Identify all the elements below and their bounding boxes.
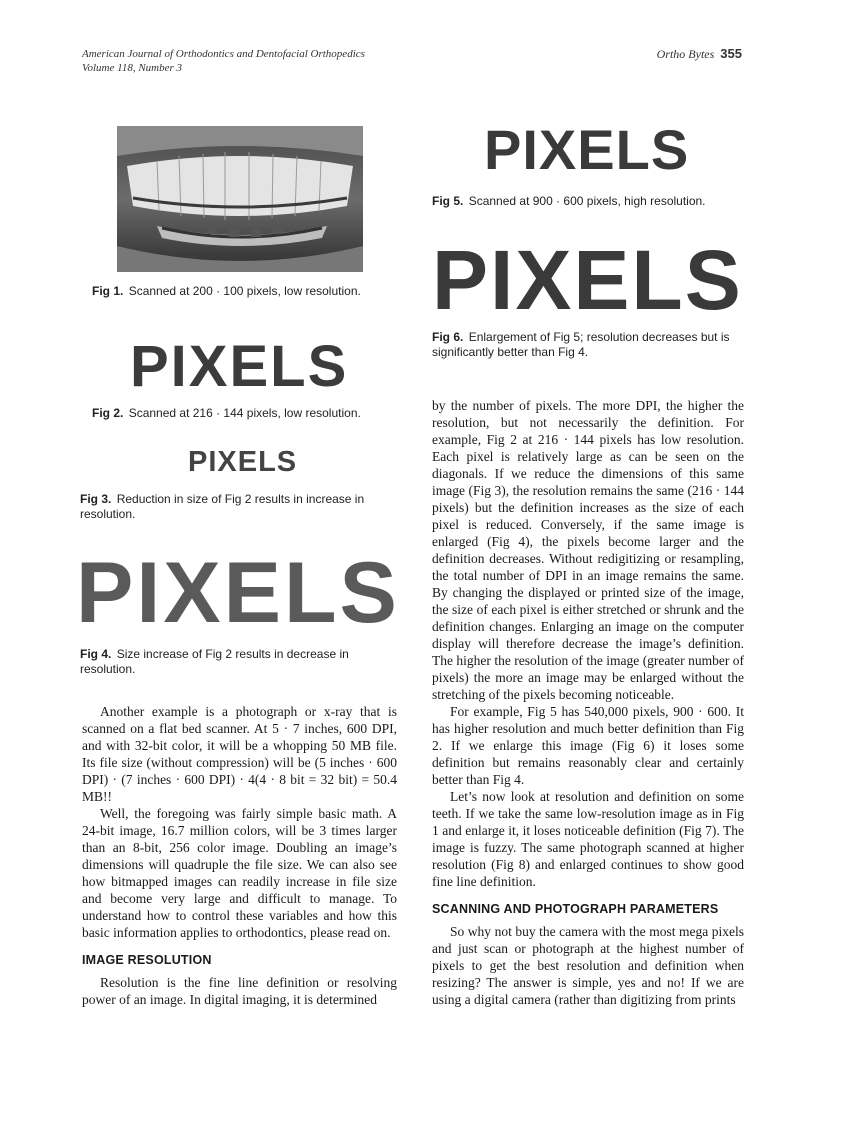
journal-volume: Volume 118, Number 3 — [82, 62, 183, 74]
fig1-label: Fig 1. — [92, 284, 124, 298]
fig5-pixels-image: PIXELS — [484, 118, 690, 181]
running-header-journal — [82, 47, 365, 75]
fig1-caption — [92, 284, 392, 299]
paragraph: Another example is a photograph or x-ray that is scanned on a flat bed scanner. At 5 · 7 inches, 600 DPI, and with 32-bit color, it will be a whopping 50 MB file. Its file size (without compression) will be (5 inches · 600 DPI) · (7 inches · 600 DPI) · 4(4 · 8 bit = 32 bit) = 50.4 MB!! — [82, 704, 397, 804]
section-heading-scanning-parameters: SCANNING AND PHOTOGRAPH PARAMETERS — [432, 902, 719, 916]
fig1-caption-text: Scanned at 200 · 100 pixels, low resolution. — [128, 284, 361, 298]
fig3-label: Fig 3. — [80, 492, 112, 506]
fig6-caption-text: Enlargement of Fig 5; resolution decreases but is significantly better than Fig 4. — [432, 330, 730, 359]
page-number: 355 — [720, 46, 742, 61]
section-name: Ortho Bytes — [656, 47, 715, 61]
paragraph: So why not buy the camera with the most mega pixels and just scan or photograph at the highest number of pixels to get the best resolution and definition when resizing? The answer is simple, yes and no! If we are using a digital camera (rather than digitizing from prints — [432, 924, 744, 1007]
fig3-caption-text: Reduction in size of Fig 2 results in increase in resolution. — [80, 492, 365, 521]
right-body-column-cont — [432, 923, 744, 1008]
fig6-label: Fig 6. — [432, 330, 464, 344]
fig2-pixels-image: PIXELS — [130, 334, 349, 399]
paragraph: by the number of pixels. The more DPI, the higher the resolution, but not necessarily the definition. For example, Fig 2 at 216 · 144 pixels has low resolution. Each pixel is relatively large as can be seen on the diagonals. If we reduce the dimensions of this same image (Fig 3), the resolution remains the same (216 · 144 pixels) but the definition increases as the size of each pixel is reduced. Conversely, if the same image is enlarged (Fig 4), the pixels become larger and the definition decreases. Without redigitizing or resampling, the total number of DPI in an image remains the same. By changing the displayed or printed size of the image, the size of each pixel is either stretched or shrunk and the definition changes. Enlarging an image on the computer display will therefore decrease the image’s definition. The higher the resolution of the image (greater number of pixels) the more an image may be enlarged without the stretching of the pixels becoming noticeable. — [432, 398, 744, 702]
fig4-caption-text: Size increase of Fig 2 results in decrease in resolution. — [80, 647, 349, 676]
fig4-caption — [80, 647, 398, 677]
fig1-teeth-photo — [117, 126, 363, 272]
fig5-caption-text: Scanned at 900 · 600 pixels, high resolution. — [468, 194, 706, 208]
paragraph: Let’s now look at resolution and definition on some teeth. If we take the same low-resolution image as in Fig 1 and enlarge it, it loses noticeable definition (Fig 7). The image is fuzzy. The same photograph scanned at higher resolution (Fig 8) and enlarged continues to show good fine line definition. — [432, 789, 744, 889]
section-heading-image-resolution: IMAGE RESOLUTION — [82, 953, 212, 967]
fig3-caption — [80, 492, 398, 522]
fig4-label: Fig 4. — [80, 647, 112, 661]
fig3-pixels-image: PIXELS — [188, 446, 298, 478]
paragraph: For example, Fig 5 has 540,000 pixels, 900 · 600. It has higher resolution and much better definition than Fig 2. If we enlarge this image (Fig 6) it loses some definition but remains reasonably clear and certainly better than Fig 4. — [432, 704, 744, 787]
running-header-section — [657, 46, 742, 62]
fig5-label: Fig 5. — [432, 194, 464, 208]
fig6-pixels-image: PIXELS — [432, 233, 743, 327]
fig6-caption — [432, 330, 750, 360]
paragraph: Resolution is the fine line definition or resolving power of an image. In digital imaging, it is determined — [82, 975, 397, 1007]
fig4-pixels-image: PIXELS — [76, 545, 400, 641]
journal-title: American Journal of Orthodontics and Dentofacial Orthopedics — [82, 48, 365, 60]
fig2-caption-text: Scanned at 216 · 144 pixels, low resolution. — [128, 406, 361, 420]
left-body-column — [82, 703, 397, 941]
fig2-label: Fig 2. — [92, 406, 124, 420]
right-body-column — [432, 397, 744, 890]
left-body-column-cont — [82, 974, 397, 1008]
fig5-caption — [432, 194, 752, 209]
teeth-photo-image — [117, 126, 363, 272]
paragraph: Well, the foregoing was fairly simple basic math. A 24-bit image, 16.7 million colors, will be 3 times larger than an 8-bit, 256 color image. Doubling an image’s dimensions will quadruple the file size. We can also see how bitmapped images can readily increase in file size and become very large and difficult to manage. To understand how to control these variables and how this basic information applies to orthodontics, please read on. — [82, 806, 397, 940]
fig2-caption — [92, 406, 392, 421]
